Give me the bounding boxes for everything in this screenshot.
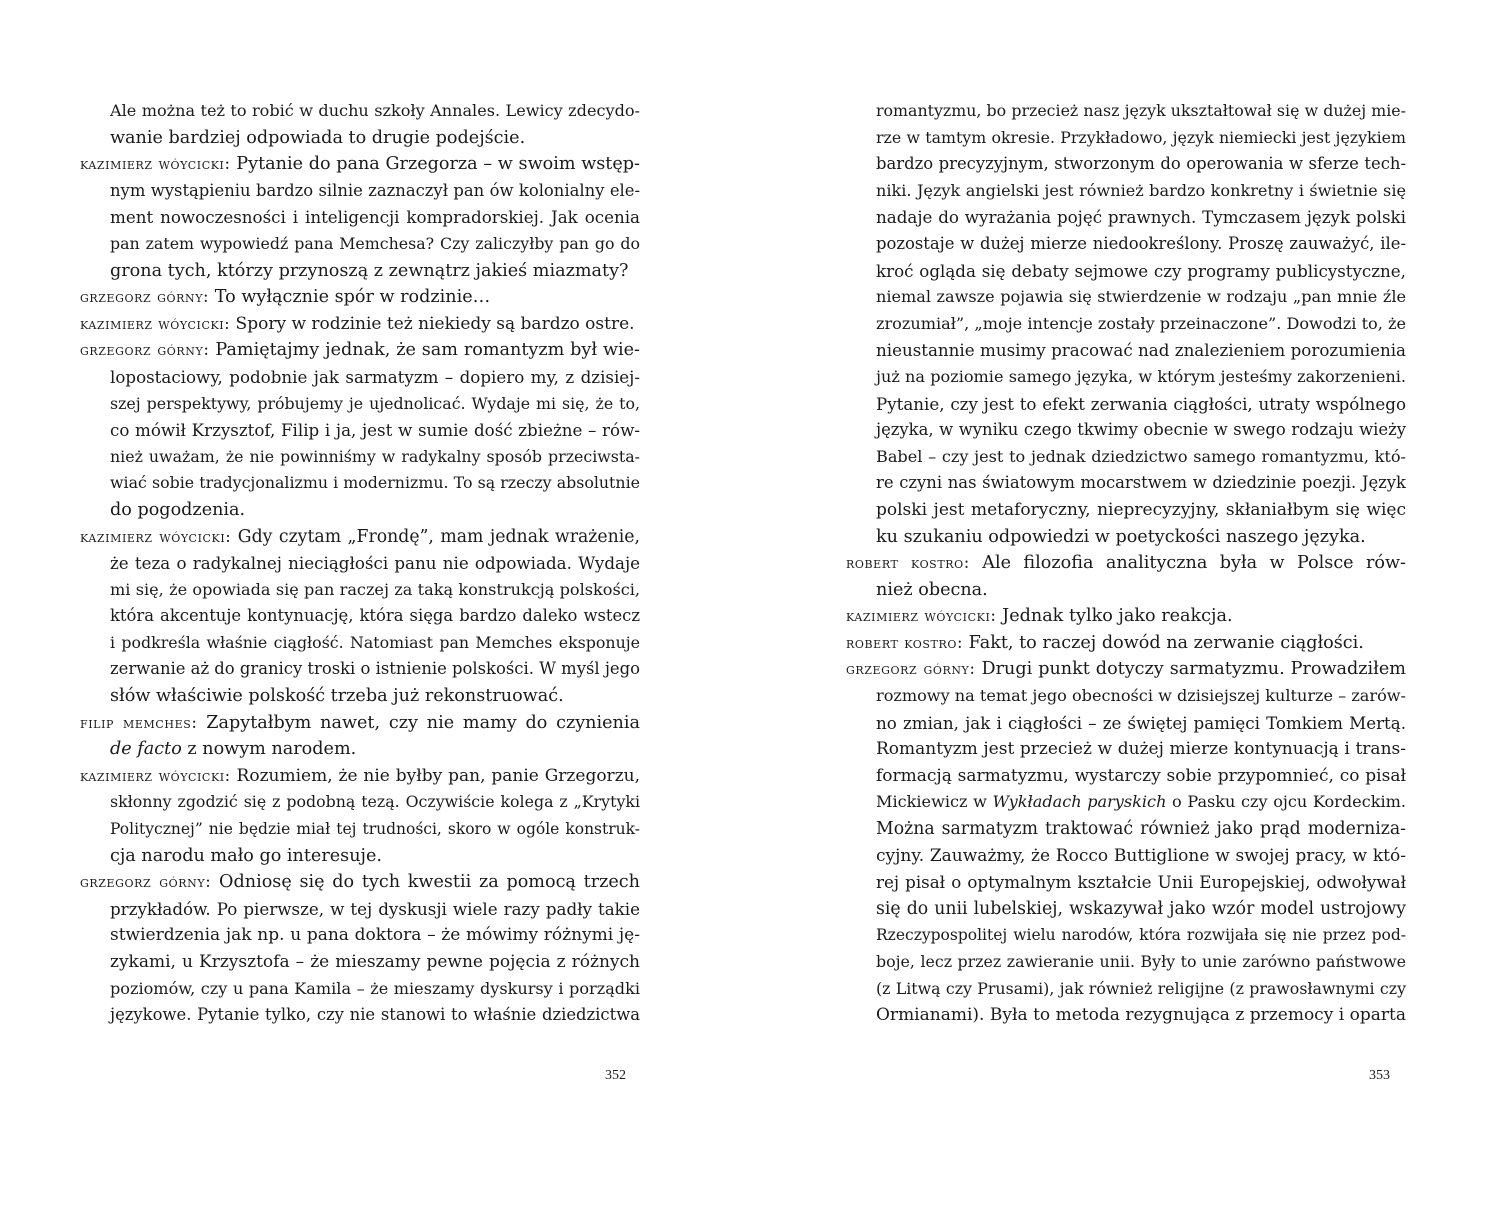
text-line [80, 497, 640, 524]
speaker-name: kazimierz wóycicki: [80, 526, 232, 546]
text-line [80, 311, 640, 338]
line-text: i podkreśla właśnie ciągłość. Natomiast pan Memches eksponuje [110, 632, 640, 652]
line-text: (z Litwą czy Prusami), jak również religijne (z prawosławnymi czy [876, 978, 1406, 998]
text-line [846, 524, 1406, 551]
speaker-name: filip memches: [80, 712, 198, 732]
line-text: Mickiewicz w [876, 792, 993, 812]
italic-text: de facto [110, 739, 182, 760]
line-text: Politycznej” nie będzie miał tej trudności, skoro w ogóle konstruk- [110, 820, 640, 839]
line-text: polski jest metaforyczny, nieprecyzyjny, skłaniałbym się więc [876, 499, 1406, 520]
line-text: o Pasku czy ojcu Kordeckim. [1166, 792, 1406, 812]
text-line [80, 869, 640, 896]
text-line [846, 151, 1406, 178]
line-text: grona tych, którzy przynoszą z zewnątrz jakieś miazmaty? [110, 260, 629, 281]
line-text: Można sarmatyzm traktować również jako prąd moderniza- [876, 819, 1406, 840]
line-text: Babel – czy jest to jednak dziedzictwo samego romantyzmu, któ- [876, 446, 1406, 466]
text-line [80, 98, 640, 125]
text-line [846, 816, 1406, 843]
line-text: która akcentuje kontynuację, która sięga bardzo daleko wstecz [110, 606, 640, 626]
speaker-name: robert kostro: [846, 553, 970, 573]
text-line [846, 869, 1406, 896]
line-text: Zapytałbym nawet, czy nie mamy do czynienia [197, 712, 640, 733]
text-line [846, 178, 1406, 205]
line-text: nieustannie musimy pracować nad znalezieniem porozumienia [876, 340, 1406, 361]
text-line [80, 258, 640, 285]
line-text: re czyni nas światowym mocarstwem w dziedzinie poezji. Język [876, 473, 1406, 493]
line-text: zrozumiał”, „moje intencje zostały przeinaczone”. Dowodzi to, że [876, 313, 1406, 333]
line-text: Romantyzm jest przecież w dużej mierze kontynuacją i trans- [876, 739, 1406, 760]
line-text: przykładów. Po pierwsze, w tej dyskusji wiele razy padły takie [110, 898, 640, 919]
line-text: ku szukaniu odpowiedzi w poetyckości naszego języka. [876, 526, 1366, 547]
line-text: no zmian, jak i ciągłości – ze świętej pamięci Tomkiem Mertą. [876, 712, 1406, 733]
line-text: romantyzmu, bo przecież nasz język ukształtował się w dużej mie- [876, 101, 1406, 120]
text-line [80, 444, 640, 471]
text-line [80, 470, 640, 497]
text-line [80, 843, 640, 870]
text-line [80, 284, 640, 311]
line-text: językowe. Pytanie tylko, czy nie stanowi to właśnie dziedzictwa [110, 1005, 640, 1025]
text-line [80, 178, 640, 205]
speaker-name: grzegorz górny: [80, 340, 210, 360]
line-text: rej pisał o optymalnym kształcie Unii Europejskiej, odwoływał [876, 872, 1406, 893]
text-line [846, 337, 1406, 364]
text-line [80, 949, 640, 976]
text-line [846, 656, 1406, 683]
line-text: Pytanie do pana Grzegorza – w swoim wstęp- [230, 154, 640, 175]
text-line [846, 1002, 1406, 1029]
line-text: nież obecna. [876, 579, 988, 600]
text-line [80, 816, 640, 843]
text-line [80, 683, 640, 710]
line-text: nież uważam, że nie powinniśmy w radykalny sposób przeciwsta- [110, 446, 640, 466]
text-line [846, 949, 1406, 976]
line-text: stwierdzenia jak np. u pana doktora – że mówimy różnymi ję- [110, 925, 640, 946]
text-line [80, 391, 640, 418]
speaker-name: kazimierz wóycicki: [80, 765, 231, 785]
line-text: Pamiętajmy jednak, że sam romantyzm był wie- [209, 340, 640, 361]
text-line [80, 736, 640, 763]
line-text: nadaje do wyrażania pojęć prawnych. Tymczasem język polski [876, 207, 1406, 228]
line-text: To wyłącznie spór w rodzinie… [209, 287, 491, 308]
text-line [80, 337, 640, 364]
line-text: Ale filozofia analityczna była w Polsce rów- [969, 553, 1406, 574]
text-line [80, 151, 640, 178]
text-line [846, 710, 1406, 737]
italic-text: Wykładach paryskich [992, 792, 1167, 812]
line-text: Rozumiem, że nie byłby pan, panie Grzegorzu, [230, 765, 640, 786]
line-text: kroć ogląda się debaty sejmowe czy programy publicystyczne, [876, 260, 1406, 281]
text-line [80, 896, 640, 923]
text-line [846, 231, 1406, 258]
line-text: Fakt, to raczej dowód na zerwanie ciągłości. [963, 632, 1364, 653]
text-line [846, 258, 1406, 285]
text-line [846, 763, 1406, 790]
line-text: Odniosę się do tych kwestii za pomocą trzech [211, 872, 640, 893]
text-line [846, 417, 1406, 444]
text-line [80, 417, 640, 444]
line-text: słów właściwie polskość trzeba już rekonstruować. [110, 686, 564, 707]
text-line [846, 630, 1406, 657]
line-text: ment nowoczesności i inteligencji kompradorskiej. Jak ocenia [110, 207, 640, 228]
right-page-text [846, 98, 1406, 1029]
right-page [846, 98, 1406, 1029]
text-line [80, 710, 640, 737]
line-text: szej perspektywy, próbujemy je ujednolicać. Wydaje mi się, że to, [110, 393, 640, 413]
text-line [80, 125, 640, 152]
line-text: że teza o radykalnej nieciągłości panu nie odpowiada. Wydaje [110, 553, 640, 574]
text-line [80, 922, 640, 949]
text-line [80, 763, 640, 790]
line-text: lopostaciowy, podobnie jak sarmatyzm – dopiero my, z dzisiej- [110, 366, 640, 387]
text-line [80, 1002, 640, 1029]
line-text: się do unii lubelskiej, wskazywał jako wzór model ustrojowy [876, 898, 1406, 919]
line-text: mi się, że opowiada się pan raczej za taką konstrukcją polskości, [110, 579, 640, 599]
text-line [846, 444, 1406, 471]
speaker-name: kazimierz wóycicki: [80, 154, 231, 174]
text-line [80, 630, 640, 657]
text-line [80, 204, 640, 231]
text-line [846, 577, 1406, 604]
text-line [846, 470, 1406, 497]
left-page-text [80, 98, 640, 1029]
line-text: z nowym narodem. [181, 739, 357, 760]
line-text: poziomów, czy u pana Kamila – że mieszamy dyskursy i porządki [110, 978, 640, 998]
line-text: Spory w rodzinie też niekiedy są bardzo ostre. [230, 313, 635, 334]
text-line [846, 364, 1406, 391]
text-line [846, 789, 1406, 816]
line-text: Jednak tylko jako reakcja. [996, 606, 1233, 627]
text-line [846, 603, 1406, 630]
text-line [846, 683, 1406, 710]
line-text: niemal zawsze pojawia się stwierdzenie w rodzaju „pan mnie źle [876, 287, 1406, 307]
line-text: rozmowy na temat jego obecności w dzisiejszej kulturze – zarów- [876, 686, 1406, 706]
text-line [846, 497, 1406, 524]
text-line [80, 364, 640, 391]
line-text: rze w tamtym okresie. Przykładowo, język niemiecki jest językiem [876, 127, 1406, 147]
text-line [846, 311, 1406, 338]
text-line [846, 550, 1406, 577]
line-text: niki. Język angielski jest również bardzo konkretny i świetnie się [876, 180, 1406, 200]
line-text: co mówił Krzysztof, Filip i ja, jest w sumie dość zbieżne – rów- [110, 420, 640, 441]
text-line [846, 391, 1406, 418]
line-text: Ormianami). Była to metoda rezygnująca z przemocy i oparta [876, 1005, 1406, 1026]
text-line [846, 204, 1406, 231]
line-text: Rzeczypospolitej wielu narodów, która rozwijała się nie przez pod- [876, 926, 1406, 945]
line-text: Pytanie, czy jest to efekt zerwania ciągłości, utraty wspólnego [876, 393, 1406, 414]
text-line [80, 231, 640, 258]
text-line [846, 736, 1406, 763]
line-text: skłonny zgodzić się z podobną tezą. Oczywiście kolega z „Krytyki [110, 792, 640, 812]
line-text: zykami, u Krzysztofa – że mieszamy pewne pojęcia z różnych [110, 952, 640, 972]
line-text: pozostaje w dużej mierze niedookreślony. Proszę zauważyć, ile- [876, 233, 1406, 253]
line-text: Drugi punkt dotyczy sarmatyzmu. Prowadziłem [975, 659, 1406, 680]
text-line [80, 976, 640, 1003]
text-line [846, 922, 1406, 949]
text-line [846, 284, 1406, 311]
text-line [846, 125, 1406, 152]
line-text: bardzo precyzyjnym, stworzonym do operowania w sferze tech- [876, 154, 1406, 174]
page-number-right: 353 [1369, 1068, 1390, 1083]
text-line [846, 976, 1406, 1003]
text-line [846, 896, 1406, 923]
line-text: Ale można też to robić w duchu szkoły Annales. Lewicy zdecydo- [110, 101, 640, 120]
text-line [846, 843, 1406, 870]
line-text: pan zatem wypowiedź pana Memchesa? Czy zaliczyłby pan go do [110, 233, 640, 253]
speaker-name: grzegorz górny: [80, 287, 210, 307]
page-number-left: 352 [605, 1068, 626, 1083]
speaker-name: robert kostro: [846, 632, 964, 652]
line-text: języka, w wyniku czego tkwimy obecnie w swego rodzaju wieży [876, 420, 1406, 440]
line-text: nym wystąpieniu bardzo silnie zaznaczył pan ów kolonialny ele- [110, 180, 640, 200]
line-text: już na poziomie samego języka, w którym jesteśmy zakorzenieni. [876, 366, 1406, 386]
line-text: boje, lecz przez zawieranie unii. Były to unie zarówno państwowe [876, 952, 1406, 971]
text-line [846, 98, 1406, 125]
speaker-name: grzegorz górny: [846, 659, 976, 679]
speaker-name: kazimierz wóycicki: [80, 313, 231, 333]
line-text: Gdy czytam „Frondę”, mam jednak wrażenie, [231, 526, 640, 547]
line-text: cyjny. Zauważmy, że Rocco Buttiglione w swojej pracy, w któ- [876, 845, 1406, 866]
text-line [80, 524, 640, 551]
text-line [80, 550, 640, 577]
line-text: do pogodzenia. [110, 499, 246, 520]
text-line [80, 603, 640, 630]
line-text: cja narodu mało go interesuje. [110, 845, 382, 866]
line-text: wiać sobie tradycjonalizmu i modernizmu. To są rzeczy absolutnie [110, 473, 640, 493]
text-line [80, 656, 640, 683]
text-line [80, 789, 640, 816]
line-text: zerwanie aż do granicy troski o istnienie polskości. W myśl jego [110, 659, 640, 679]
left-page [80, 98, 640, 1029]
text-line [80, 577, 640, 604]
line-text: wanie bardziej odpowiada to drugie podejście. [110, 127, 526, 148]
speaker-name: grzegorz górny: [80, 872, 212, 892]
speaker-name: kazimierz wóycicki: [846, 606, 997, 626]
line-text: formacją sarmatyzmu, wystarczy sobie przypomnieć, co pisał [876, 765, 1406, 786]
